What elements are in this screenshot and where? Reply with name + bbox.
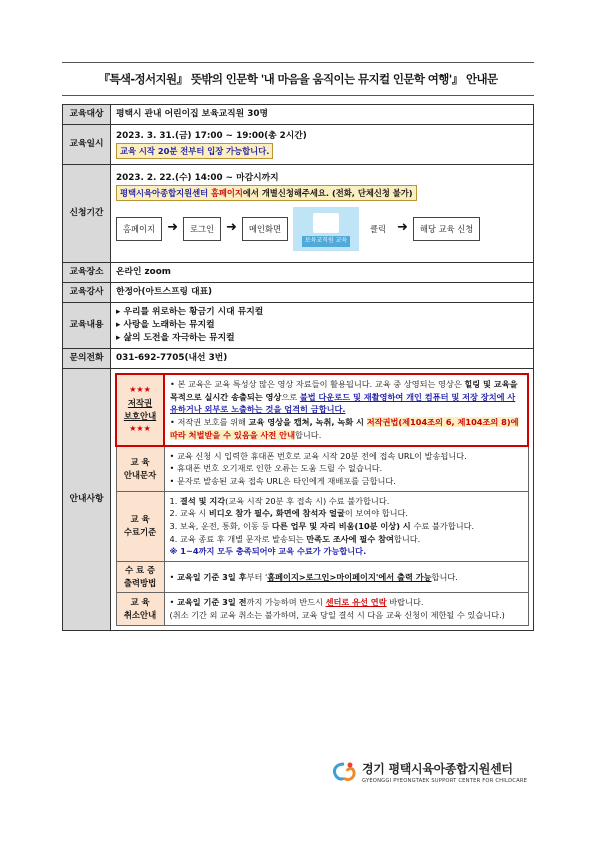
stars-icon: ★★★	[129, 385, 151, 395]
logo-icon	[330, 760, 358, 784]
copyright-body: • 본 교육은 교육 특성상 많은 영상 자료들이 활용됩니다. 교육 중 상영되는 영상은 힐링 및 교육을 목적으로 실시간 송출되는 영상으로 불법 다운로드 및 재촬영하여 개인 컴퓨터 및 저장 장치에 사유하거나 외부로 노출하는 것을 엄격히 금합니다. • 저작권 보호를 위해 교육 영상을 캡쳐, 녹취, 녹화 시 저작권법(제104조의 6, 제104조의 8)에 따라 처벌받을 수 있음을 사전 안내합니다.	[164, 374, 528, 446]
target-label: 교육대상	[63, 105, 111, 125]
place-value: 온라인 zoom	[111, 263, 534, 283]
list-item: • 교육 신청 시 입력한 휴대폰 번호로 교육 시작 20분 전에 접속 URL이 발송됩니다.	[169, 450, 467, 461]
apply-note-rest: 에서 개별신청해주세요. (전화, 단체신청 불가)	[242, 187, 413, 198]
banner-label: 보육교직원 교육	[302, 236, 350, 247]
step-login: 로그인	[183, 217, 221, 241]
center-name-footer: 경기 평택시육아종합지원센터	[362, 762, 513, 776]
step-homepage: 홈페이지	[116, 217, 162, 241]
step-apply: 해당 교육 신청	[413, 217, 480, 241]
teacher-education-banner	[293, 207, 359, 251]
target-value: 평택시 관내 어린이집 보육교직원 30명	[111, 105, 534, 125]
apply-note	[116, 185, 417, 201]
sms-header: 교 육 안내문자	[116, 446, 164, 492]
sms-body	[164, 446, 528, 492]
center-logo	[330, 760, 527, 784]
step-click: 클릭	[369, 223, 387, 234]
page-title: 『특색-정서지원』 뜻밖의 인문학 '내 마음을 움직이는 뮤지컬 인문학 여행'』 안내문	[62, 62, 534, 96]
notice-table	[115, 373, 529, 626]
date-label: 교육일시	[63, 125, 111, 165]
center-name: 평택시육아종합지원센터	[120, 187, 209, 198]
homepage-link[interactable]: 홈페이지	[210, 187, 243, 198]
content-item: ▸ 우리를 위로하는 황금기 시대 뮤지컬	[116, 307, 264, 318]
content-item: ▸ 삶의 도전을 자극하는 뮤지컬	[116, 332, 235, 343]
phone-value: 031-692-7705(내선 3번)	[111, 349, 534, 369]
arrow-icon: ➜	[226, 220, 237, 236]
list-item: • 휴대폰 번호 오기재로 인한 오류는 도움 드릴 수 없습니다.	[169, 463, 383, 474]
apply-label: 신청기간	[63, 165, 111, 263]
criteria-body: 1. 결석 및 지각(교육 시작 20분 후 접속 시) 수료 불가합니다. 2. 교육 시 비디오 참가 필수, 화면에 참석자 얼굴이 보여야 합니다. 3. 보육, 운전, 통화, 이동 등 다른 업무 및 자리 비움(10분 이상) 시 수료 불가합니다. 4. 교육 종료 후 개별 문자로 발송되는 만족도 조사에 필수 참여합니다. ※ 1~4까지 모두 충족되어야 교육 수료가 가능합니다.	[164, 491, 528, 562]
copyright-header: ★★★ 저작권 보호안내 ★★★	[116, 374, 164, 446]
cert-header: 수 료 증 출력방법	[116, 562, 164, 593]
center-name-en: GYEONGGI PYEONGTAEK SUPPORT CENTER FOR CHILDCARE	[362, 778, 528, 784]
cert-body: • 교육일 기준 3일 후부터 '홈페이지>로그인>마이페이지'에서 출력 가능합니다.	[164, 562, 528, 593]
cancel-body: • 교육일 기준 3일 전까지 가능하며 반드시 센터로 유선 연락 바랍니다. (취소 기간 외 교육 취소는 불가하며, 교육 당일 결석 시 다음 교육 신청이 제한될 수 있습니다.)	[164, 593, 528, 625]
stars-icon: ★★★	[129, 423, 151, 433]
arrow-icon: ➜	[397, 220, 408, 236]
date-note: 교육 시작 20분 전부터 입장 가능합니다.	[116, 143, 273, 159]
notice-label: 안내사항	[63, 369, 111, 631]
list-item: • 문자로 발송된 교육 접속 URL은 타인에게 재배포를 금합니다.	[169, 475, 396, 486]
content-label: 교육내용	[63, 303, 111, 349]
place-label: 교육장소	[63, 263, 111, 283]
criteria-note: ※ 1~4까지 모두 충족되어야 교육 수료가 가능합니다.	[169, 546, 367, 557]
criteria-header: 교 육 수료기준	[116, 491, 164, 562]
phone-label: 문의전화	[63, 349, 111, 369]
cancel-header: 교 육 취소안내	[116, 593, 164, 625]
book-icon	[313, 213, 339, 233]
step-main: 메인화면	[242, 217, 288, 241]
apply-steps	[116, 207, 528, 251]
lecturer-value: 한정아(아트스프링 대표)	[111, 283, 534, 303]
apply-period: 2023. 2. 22.(수) 14:00 ~ 마감시까지	[116, 173, 279, 184]
date-value: 2023. 3. 31.(금) 17:00 ~ 19:00(총 2시간)	[116, 131, 307, 142]
lecturer-label: 교육강사	[63, 283, 111, 303]
info-table	[62, 104, 534, 631]
arrow-icon: ➜	[167, 220, 178, 236]
content-item: ▸ 사랑을 노래하는 뮤지컬	[116, 320, 215, 331]
